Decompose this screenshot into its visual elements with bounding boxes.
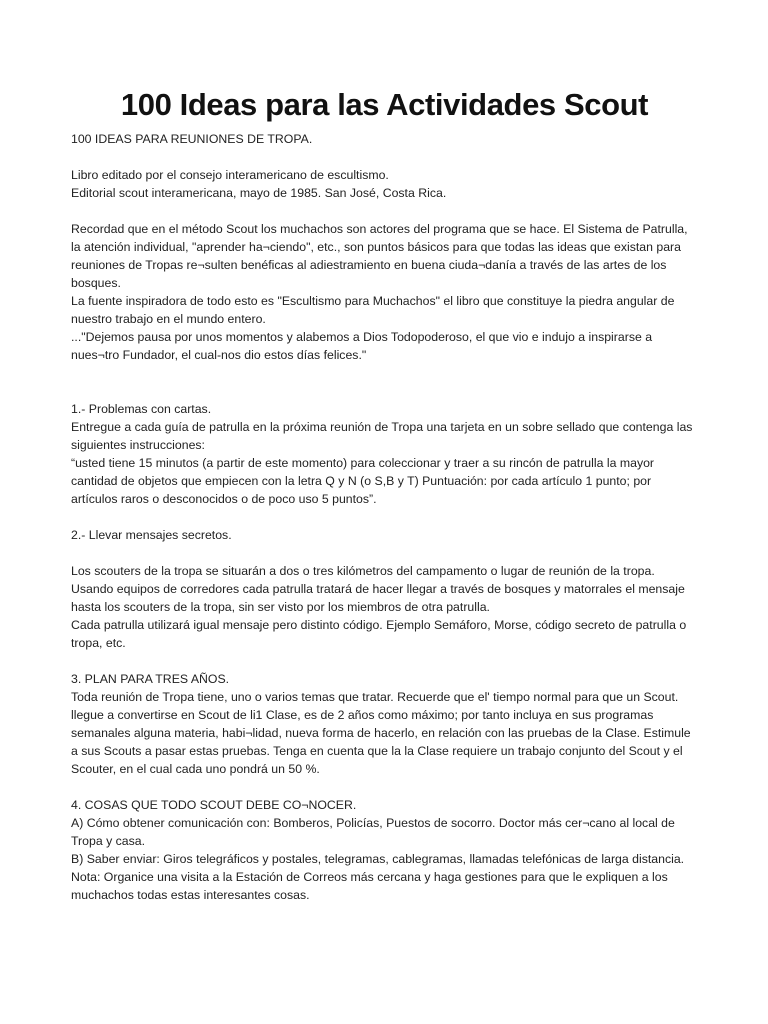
document-body	[71, 130, 698, 904]
idea-4-item-a: A) Cómo obtener comunicación con: Bomberos, Policías, Puestos de socorro. Doctor más cer¬cano al local de Tropa y casa.	[71, 816, 675, 848]
idea-3-text: Toda reunión de Tropa tiene, uno o varios temas que tratar. Recuerde que el' tiempo normal para que un Scout. llegue a convertirse en Scout de li1 Clase, es de 2 años como máximo; por tanto incluya en sus programas semanales alguna materia, habi¬lidad, nueva forma de hacerlo, en relación con las pruebas de la Clase. Estimule a sus Scouts a pasar estas pruebas. Tenga en cuenta que la la Clase requiere un trabajo conjunto del Scout y el Scouter, en el cual cada uno pondrá un 50 %.	[71, 690, 691, 776]
intro-paragraph-3: ..."Dejemos pausa por unos momentos y alabemos a Dios Todopoderoso, el que vio e indujo a inspirarse a nues¬tro Fundador, el cual-nos dio estos días felices."	[71, 330, 653, 362]
idea-4-item-b: B) Saber enviar: Giros telegráficos y postales, telegramas, cablegramas, llamadas telefónicas de larga distancia.	[71, 852, 685, 866]
idea-2-text-2: Cada patrulla utilizará igual mensaje pero distinto código. Ejemplo Semáforo, Morse, código secreto de patrulla o tropa, etc.	[71, 618, 687, 650]
credit-line-2: Editorial scout interamericana, mayo de 1985. San José, Costa Rica.	[71, 186, 447, 200]
credit-line-1: Libro editado por el consejo interamericano de escultismo.	[71, 168, 389, 182]
idea-1-text: Entregue a cada guía de patrulla en la próxima reunión de Tropa una tarjeta en un sobre sellado que contenga las siguientes instrucciones:	[71, 420, 693, 452]
idea-4-note: Nota: Organice una visita a la Estación de Correos más cercana y haga gestiones para que le expliquen a los muchachos todas estas interesantes cosas.	[71, 870, 668, 902]
idea-2-text-1: Los scouters de la tropa se situarán a dos o tres kilómetros del campamento o lugar de reunión de la tropa. Usando equipos de corredores cada patrulla tratará de hacer llegar a través de bosques y matorrales el mensaje hasta los scouters de la tropa, sin ser visto por los miembros de otra patrulla.	[71, 564, 685, 614]
idea-1-quote: “usted tiene 15 minutos (a partir de este momento) para coleccionar y traer a su rincón de patrulla la mayor cantidad de objetos que empiecen con la letra Q y N (o S,B y T) Puntuación: por cada artículo 1 punto; por artículos raros o desconocidos o de poco uso 5 puntos”.	[71, 456, 655, 506]
idea-3-heading: 3. PLAN PARA TRES AÑOS.	[71, 672, 230, 686]
document-title: 100 Ideas para las Actividades Scout	[120, 87, 649, 122]
idea-2-heading: 2.- Llevar mensajes secretos.	[71, 528, 232, 542]
idea-4-heading: 4. COSAS QUE TODO SCOUT DEBE CO¬NOCER.	[71, 798, 357, 812]
idea-1-heading: 1.- Problemas con cartas.	[71, 402, 212, 416]
document-subtitle: 100 IDEAS PARA REUNIONES DE TROPA.	[71, 132, 313, 146]
intro-paragraph-2: La fuente inspiradora de todo esto es "Escultismo para Muchachos" el libro que constituye la piedra angular de nuestro trabajo en el mundo entero.	[71, 294, 675, 326]
intro-paragraph-1: Recordad que en el método Scout los muchachos son actores del programa que se hace. El Sistema de Patrulla, la atención individual, "aprender ha¬ciendo", etc., son puntos básicos para que todas las ideas que existan para reuniones de Tropas re¬sulten benéficas al adiestramiento en buena ciuda¬danía a través de las artes de los bosques.	[71, 222, 688, 290]
